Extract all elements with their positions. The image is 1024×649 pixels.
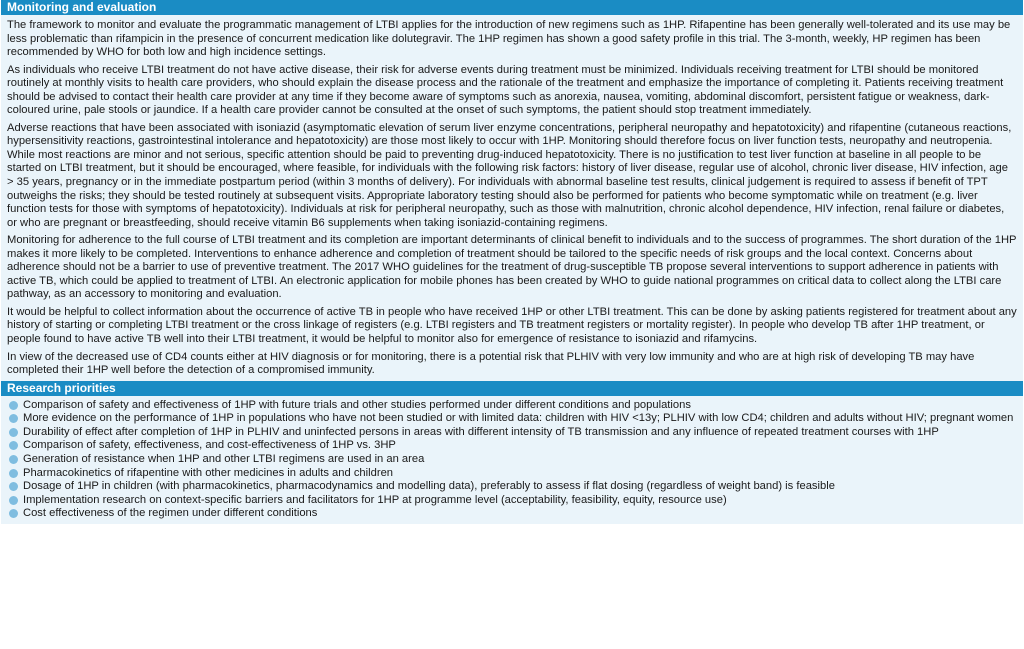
paragraph: Adverse reactions that have been associated with isoniazid (asymptomatic elevation of serum liver enzyme concentrations, peripheral neuropathy and hepatotoxicity) and rifapentine (cutaneous reactions, hypersensitivity reactions, gastrointestinal intolerance and hepatotoxicity) are those most likely to occur with 1HP. Monitoring should therefore focus on liver function tests, neuropathy and neutropenia. While most reactions are minor and not serious, specific attention should be paid to preventing drug-induced hepatotoxicity. There is no justification to test liver function at baseline in all people to be started on LTBI treatment, but it should be encouraged, where feasible, for individuals with the following risk factors: history of liver disease, regular use of alcohol, chronic liver disease, HIV infection, age > 35 years, pregnancy or in the immediate postpartum period (within 3 months of delivery). For individuals with abnormal baseline test results, clinical judgement is required to assess if benefit of TPT outweighs the risks; they should be tested routinely at subsequent visits. Appropriate laboratory testing should also be performed for patients who become symptomatic while on treatment (e.g. liver function tests for those with symptoms of hepatotoxicity). Individuals at risk for peripheral neuropathy, such as those with malnutrition, chronic alcohol dependence, HIV infection, renal failure or diabetes, or who are pregnant or breastfeeding, should receive vitamin B6 supplements when taking isoniazid-containing regimens. [7,121,1012,229]
research-section-title: Research priorities [1,381,1023,396]
list-item-text: Pharmacokinetics of rifapentine with other medicines in adults and children [23,466,394,479]
document-page [1,0,1023,524]
list-item-text: Implementation research on context-specific barriers and facilitators for 1HP at programme level (acceptability, feasibility, equity, resource use) [23,493,727,506]
bullet-dot-icon [9,414,18,423]
bullet-dot-icon [9,482,18,491]
research-section-body [1,396,1023,524]
bullet-dot-icon [9,469,18,478]
paragraph: In view of the decreased use of CD4 counts either at HIV diagnosis or for monitoring, there is a potential risk that PLHIV with very low immunity and who are at high risk of developing TB may have completed their 1HP well before the detection of a compromised immunity. [7,350,975,377]
list-item-text: Comparison of safety and effectiveness of 1HP with future trials and other studies performed under different conditions and populations [23,398,691,411]
list-item [7,494,1017,508]
list-item [7,480,1017,494]
list-item-text: Durability of effect after completion of 1HP in PLHIV and uninfected persons in areas with different intensity of TB transmission and any influence of repeated treatment courses with 1HP [23,425,939,438]
monitoring-section-body [1,15,1023,381]
bullet-dot-icon [9,401,18,410]
paragraph: It would be helpful to collect information about the occurrence of active TB in people who have received 1HP or other LTBI treatment. This can be done by asking patients registered for treatment about any history of starting or completing LTBI treatment or the cross linkage of registers (e.g. LTBI registers and TB treatment registers or mortality register). In people who develop TB after 1HP treatment, or people found to have active TB well into their LTBI treatment, it would be helpful to monitor also for emergence of resistance to isoniazid and rifamycins. [7,305,1017,346]
bullet-dot-icon [9,441,18,450]
monitoring-section-title: Monitoring and evaluation [1,0,1023,15]
bullet-dot-icon [9,428,18,437]
list-item-text: Generation of resistance when 1HP and other LTBI regimens are used in an area [23,453,425,466]
bullet-dot-icon [9,455,18,464]
bullet-dot-icon [9,509,18,518]
list-item [7,412,1017,426]
list-item [7,467,1017,481]
list-item [7,426,1017,440]
list-item [7,439,1017,453]
list-item-text: Dosage of 1HP in children (with pharmacokinetics, pharmacodynamics and modelling data), preferably to assess if flat dosing (regardless of weight band) is feasible [23,480,835,493]
bullet-dot-icon [9,496,18,505]
list-item-text: More evidence on the performance of 1HP in populations who have not been studied or with limited data: children with HIV <13y; PLHIV with low CD4; children and adults without HIV; pregnant women [23,412,1014,425]
list-item-text: Cost effectiveness of the regimen under different conditions [23,507,318,520]
list-item-text: Comparison of safety, effectiveness, and cost-effectiveness of 1HP vs. 3HP [23,439,396,452]
list-item [7,453,1017,467]
list-item [7,399,1017,413]
research-priorities-list [7,399,1017,521]
paragraph: As individuals who receive LTBI treatment do not have active disease, their risk for adverse events during treatment must be minimized. Individuals receiving treatment for LTBI should be monitored routinely at monthly visits to health care providers, who should explain the disease process and the rationale of the treatment and emphasize the importance of completing it. Patients receiving treatment should be advised to contact their health care provider at any time if they become aware of symptoms such as anorexia, nausea, vomiting, abdominal discomfort, persistent fatigue or weakness, dark-coloured urine, pale stools or jaundice. If a health care provider cannot be consulted at the onset of such symptoms, the patient should stop treatment immediately. [7,63,1004,117]
list-item [7,507,1017,521]
paragraph: Monitoring for adherence to the full course of LTBI treatment and its completion are important determinants of clinical benefit to individuals and to the success of programmes. The short duration of the 1HP makes it more likely to be completed. Interventions to enhance adherence and completion of treatment should be tailored to the specific needs of risk groups and the local context. Concerns about adherence should not be a barrier to use of preventive treatment. The 2017 WHO guidelines for the treatment of drug-susceptible TB propose several interventions to support adherence in patients with active TB, which could be applied to treatment of LTBI. An electronic application for mobile phones has been created by WHO to guide national programmes on critical data to collect along the LTBI care pathway, as an accessory to monitoring and evaluation. [7,234,1017,301]
paragraph: The framework to monitor and evaluate the programmatic management of LTBI applies for the introduction of new regimens such as 1HP. Rifapentine has been generally well-tolerated and its use may be less problematic than rifampicin in the presence of concurrent medication like dolutegravir. The 1HP regimen has shown a good safety profile in this trial. The 3-month, weekly, HP regimen has been recommended by WHO for both low and high incidence settings. [7,19,1011,59]
